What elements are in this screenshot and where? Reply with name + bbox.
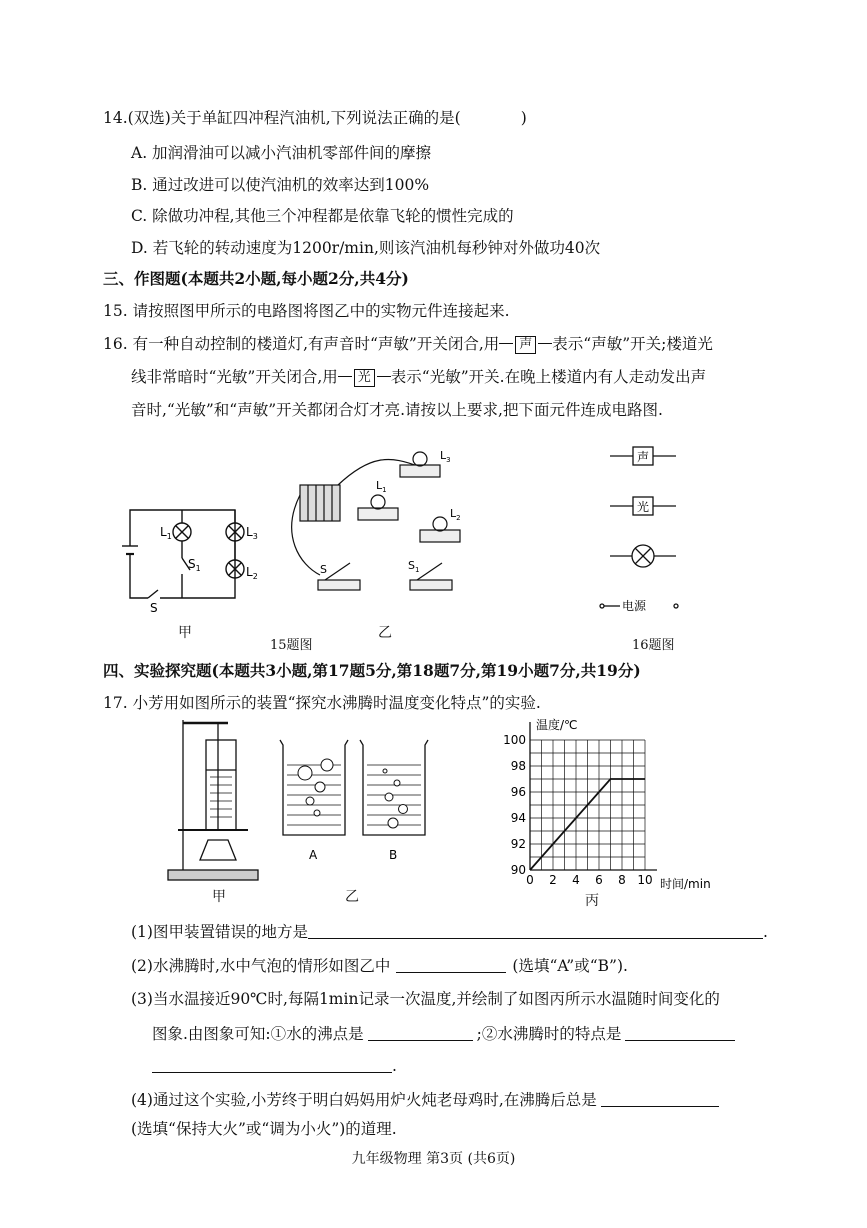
sound-switch-symbol: 声: [515, 336, 536, 354]
q16-line1: 16. 有一种自动控制的楼道灯,有声音时“声敏”开关闭合,用 声 表示“声敏”开关;楼道光: [103, 335, 713, 353]
chart-y-tick-label: 94: [510, 811, 526, 825]
fig15-physical-components: [280, 445, 480, 605]
q17-sub3-line2: 图象.由图象可知:①水的沸点是 ;②水沸腾时的特点是: [152, 1022, 735, 1045]
fig15-jia-label: 甲: [178, 625, 192, 641]
q17-sub3-line3: .: [152, 1054, 397, 1077]
fig15-caption: 15题图: [270, 638, 313, 653]
fig15-circuit-diagram: [120, 500, 260, 615]
q14-option-d: D. 若飞轮的转动速度为1200r/min,则该汽油机每秒钟对外做功40次: [131, 239, 601, 257]
chart-x-tick-label: 6: [595, 873, 603, 887]
chart-x-tick-label: 2: [549, 873, 557, 887]
page-footer: 九年级物理 第3页 (共6页): [351, 1151, 516, 1167]
section-4-heading: 四、实验探究题(本题共3小题,第17题5分,第18题7分,第19小题7分,共19分): [103, 661, 641, 680]
fig15-yi-label: 乙: [378, 625, 392, 641]
fig17-beakers: [275, 735, 435, 862]
fig16-components: [600, 440, 690, 620]
fig17-beaker-b-label: B: [389, 848, 398, 862]
fig15-label-s: S: [150, 601, 158, 615]
fig16-caption: 16题图: [632, 638, 675, 653]
fig15-label-l1: $L_1$: [160, 525, 172, 541]
answer-blank-6[interactable]: [601, 1088, 719, 1107]
q17-sub2: (2)水沸腾时,水中气泡的情形如图乙中 (选填“A”或“B”).: [131, 954, 628, 977]
q17-sub4-line2: (选填“保持大火”或“调为小火”)的道理.: [131, 1120, 397, 1138]
fig15-phys-label-l2: $L_2$: [450, 507, 461, 522]
fig17-bing-label: 丙: [585, 893, 599, 909]
fig17-jia-label: 甲: [212, 889, 226, 905]
chart-x-tick-label: 0: [526, 873, 534, 887]
answer-blank-3[interactable]: [368, 1022, 473, 1041]
chart-ylabel: 温度/℃: [536, 718, 578, 732]
fig16-power-label: 电源: [622, 599, 647, 613]
fig15-phys-label-s: S: [320, 563, 327, 576]
q17-sub3-line1: (3)当水温接近90℃时,每隔1min记录一次温度,并绘制了如图丙所示水温随时间变化的: [131, 990, 720, 1008]
fig15-phys-label-s1: $S_1$: [408, 559, 420, 574]
answer-blank-5[interactable]: [152, 1054, 392, 1073]
q16-line2: 线非常暗时“光敏”开关闭合,用 光 表示“光敏”开关.在晚上楼道内有人走动发出声: [131, 368, 707, 386]
section-3-heading: 三、作图题(本题共2小题,每小题2分,共4分): [103, 269, 409, 288]
q15-stem: 15. 请按照图甲所示的电路图将图乙中的实物元件连接起来.: [103, 302, 510, 320]
fig16-light-switch-label: 光: [637, 500, 650, 514]
q17-sub1: (1)图甲装置错误的地方是 .: [131, 920, 768, 943]
q16-line3: 音时,“光敏”和“声敏”开关都闭合灯才亮.请按以上要求,把下面元件连成电路图.: [131, 401, 663, 419]
chart-x-tick-label: 8: [618, 873, 626, 887]
chart-y-tick-label: 92: [510, 837, 526, 851]
q17-sub4-line1: (4)通过这个实验,小芳终于明白妈妈用炉火炖老母鸡时,在沸腾后总是: [131, 1088, 719, 1111]
answer-blank-4[interactable]: [625, 1022, 735, 1041]
chart-y-tick-label: 96: [510, 785, 526, 799]
fig17-yi-label: 乙: [345, 889, 359, 905]
fig15-label-l2: $L_2$: [246, 565, 258, 581]
q14-option-a: A. 加润滑油可以减小汽油机零部件间的摩擦: [131, 144, 432, 162]
fig15-phys-label-l1: $L_1$: [376, 479, 387, 494]
fig15-label-l3: $L_3$: [246, 525, 258, 541]
chart-xlabel: 时间/min: [660, 877, 711, 891]
fig15-label-s1: $S_1$: [188, 557, 201, 573]
fig16-sound-switch-label: 声: [637, 450, 650, 464]
q14-option-b: B. 通过改进可以使汽油机的效率达到100%: [131, 176, 430, 194]
chart-x-tick-label: 10: [637, 873, 653, 887]
fig17-temperature-chart: [500, 715, 730, 900]
answer-blank-2[interactable]: [396, 954, 506, 973]
chart-y-tick-label: 100: [503, 733, 526, 747]
chart-x-tick-label: 4: [572, 873, 580, 887]
chart-y-tick-label: 90: [510, 863, 526, 877]
fig17-beaker-a-label: A: [309, 848, 318, 862]
q14-option-c: C. 除做功冲程,其他三个冲程都是依靠飞轮的惯性完成的: [131, 207, 514, 225]
answer-blank-1[interactable]: [308, 920, 763, 939]
q14-stem: 14.(双选)关于单缸四冲程汽油机,下列说法正确的是( ): [103, 109, 527, 127]
q17-stem: 17. 小芳用如图所示的装置“探究水沸腾时温度变化特点”的实验.: [103, 694, 541, 712]
light-switch-symbol: 光: [354, 369, 375, 387]
chart-y-tick-label: 98: [510, 759, 526, 773]
fig15-phys-label-l3: $L_3$: [440, 449, 451, 464]
fig17-apparatus: [168, 715, 268, 890]
